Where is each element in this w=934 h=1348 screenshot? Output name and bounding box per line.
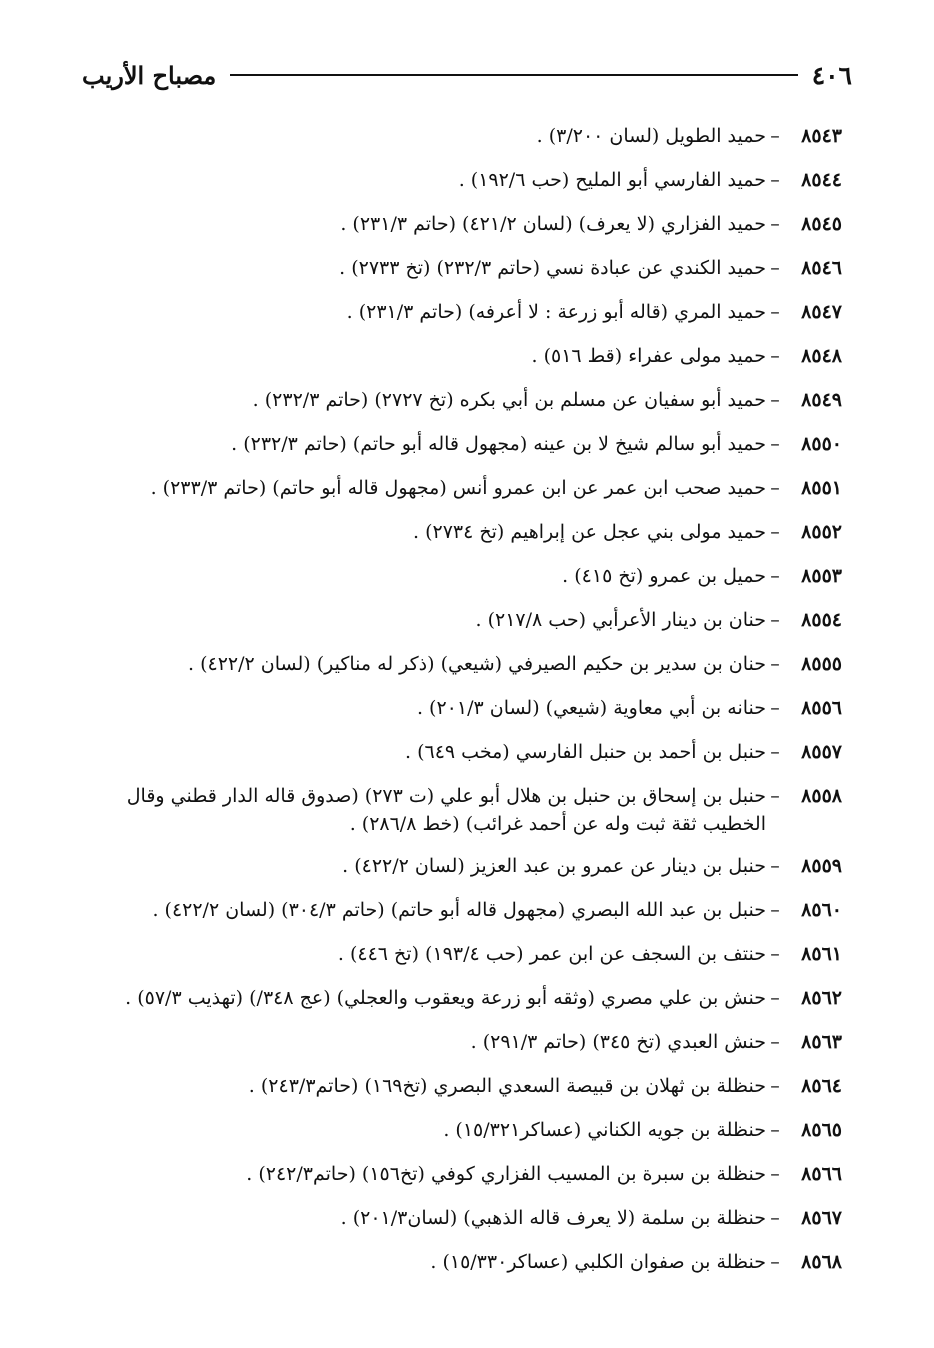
entry-row	[72, 518, 842, 546]
entry-dash: –	[770, 565, 780, 587]
entry-text: حميل بن عمرو (تخ ٤١٥) .	[562, 565, 766, 587]
entry-number: ٨٥٥٣	[801, 565, 842, 587]
entry-dash: –	[770, 125, 780, 147]
entry-row	[72, 984, 842, 1012]
entry-number: ٨٥٥٥	[801, 653, 842, 675]
entry-dash: –	[770, 785, 780, 807]
entry-dash: –	[770, 987, 780, 1009]
entry-row	[72, 254, 842, 282]
entry-row	[72, 940, 842, 968]
entry-dash: –	[770, 697, 780, 719]
entry-dash: –	[770, 1119, 780, 1141]
entry-row	[72, 1248, 842, 1276]
entry-text: حنانه بن أبي معاوية (شيعي) (لسان ٢٠١/٣) .	[416, 697, 766, 719]
entry-dash: –	[770, 899, 780, 921]
entry-number: ٨٥٦٨	[801, 1251, 842, 1273]
entry-row	[72, 1116, 842, 1144]
entry-text: حنظلة بن صفوان الكلبي (عساكر١٥/٣٣٠) .	[430, 1251, 766, 1273]
entry-dash: –	[770, 301, 780, 323]
entry-text: حنبل بن دينار عن عمرو بن عبد العزيز (لسان ٤٢٢/٢) .	[342, 855, 766, 877]
entry-dash: –	[770, 169, 780, 191]
running-header	[82, 58, 852, 92]
entry-row	[72, 562, 842, 590]
entry-row	[72, 342, 842, 370]
entry-dash: –	[770, 257, 780, 279]
entry-text: حميد الكندي عن عبادة نسي (حاتم ٢٣٢/٣) (تخ ٢٧٣٣) .	[339, 257, 766, 279]
entry-text: حنبل بن أحمد بن حنبل الفارسي (مخب ٦٤٩) .	[405, 741, 766, 763]
entry-row	[72, 606, 842, 634]
entry-text: حنان بن دينار الأعرأبي (حب ٢١٧/٨) .	[475, 609, 766, 631]
entry-dash: –	[770, 213, 780, 235]
entry-row	[72, 650, 842, 678]
entry-number: ٨٥٤٧	[801, 301, 842, 323]
entry-number: ٨٥٥٨	[801, 785, 842, 807]
entry-number: ٨٥٦٧	[801, 1207, 842, 1229]
entry-row	[72, 210, 842, 238]
entry-number: ٨٥٤٤	[801, 169, 842, 191]
entry-dash: –	[770, 1251, 780, 1273]
entry-number: ٨٥٦٠	[801, 899, 842, 921]
entry-row	[72, 430, 842, 458]
entry-number: ٨٥٤٥	[801, 213, 842, 235]
header-rule	[230, 74, 797, 76]
entry-row	[72, 122, 842, 150]
entry-dash: –	[770, 1163, 780, 1185]
entry-text: حميد أبو سفيان عن مسلم بن أبي بكره (تخ ٢٧٢٧) (حاتم ٢٣٢/٣) .	[252, 389, 766, 411]
entry-dash: –	[770, 1075, 780, 1097]
entry-dash: –	[770, 653, 780, 675]
entry-number: ٨٥٦٢	[801, 987, 842, 1009]
entry-row	[72, 694, 842, 722]
entry-number: ٨٥٤٨	[801, 345, 842, 367]
entry-dash: –	[770, 741, 780, 763]
entry-text: حنبل بن عبد الله البصري (مجهول قاله أبو حاتم) (حاتم ٣٠٤/٣) (لسان ٤٢٢/٢) .	[152, 899, 766, 921]
entry-text: حميد أبو سالم شيخ لا بن عينه (مجهول قاله أبو حاتم) (حاتم ٢٣٢/٣) .	[231, 433, 766, 455]
entry-row	[72, 166, 842, 194]
entry-number: ٨٥٥٤	[801, 609, 842, 631]
entry-dash: –	[770, 1207, 780, 1229]
entry-dash: –	[770, 433, 780, 455]
entry-text: حميد صحب ابن عمر عن ابن عمرو أنس (مجهول قاله أبو حاتم) (حاتم ٢٣٣/٣) .	[150, 477, 766, 499]
entry-text: حميد مولى عفراء (قط ٥١٦) .	[531, 345, 766, 367]
entry-number: ٨٥٤٩	[801, 389, 842, 411]
entry-number: ٨٥٥٢	[801, 521, 842, 543]
entry-dash: –	[770, 345, 780, 367]
entry-dash: –	[770, 855, 780, 877]
entry-text: حنظلة بن ثهلان بن قبيصة السعدي البصري (تخ١٦٩) (حاتم٢٤٣/٣) .	[248, 1075, 766, 1097]
entry-number: ٨٥٦٥	[801, 1119, 842, 1141]
entry-text: حنان بن سدير بن حكيم الصيرفي (شيعي) (ذكر له مناكير) (لسان ٤٢٢/٢) .	[188, 653, 766, 675]
entry-number: ٨٥٤٦	[801, 257, 842, 279]
book-title: مصباح الأريب	[82, 60, 217, 90]
entry-text: حميد المري (قاله أبو زرعة : لا أعرفه) (حاتم ٢٣١/٣) .	[346, 301, 766, 323]
entry-dash: –	[770, 943, 780, 965]
entry-row	[72, 738, 842, 766]
entry-row	[72, 386, 842, 414]
entry-number: ٨٥٥٩	[801, 855, 842, 877]
entry-number: ٨٥٥١	[801, 477, 842, 499]
entry-dash: –	[770, 477, 780, 499]
entry-number: ٨٥٦٤	[801, 1075, 842, 1097]
entry-text: حنبل بن إسحاق بن حنبل بن هلال أبو علي (ت ٢٧٣) (صدوق قاله الدار قطني وقال الخطيب ثقة ثبت وله عن أحمد غرائب) (خط ٢٨٦/٨) .	[126, 785, 766, 835]
entry-list	[72, 122, 842, 1292]
entry-text: حنظلة بن سبرة بن المسيب الفزاري كوفي (تخ١٥٦) (حاتم٢٤٢/٣) .	[246, 1163, 766, 1185]
entry-text: حميد مولى بني عجل عن إبراهيم (تخ ٢٧٣٤) .	[412, 521, 766, 543]
entry-dash: –	[770, 609, 780, 631]
entry-row	[72, 896, 842, 924]
entry-row	[72, 298, 842, 326]
entry-row	[72, 852, 842, 880]
entry-text: حميد الفارسي أبو المليح (حب ١٩٢/٦) .	[458, 169, 766, 191]
entry-row	[72, 1072, 842, 1100]
entry-number: ٨٥٤٣	[801, 125, 842, 147]
entry-text: حميد الطويل (لسان ٣/٢٠٠) .	[536, 125, 766, 147]
entry-number: ٨٥٦٣	[801, 1031, 842, 1053]
page-number: ٤٠٦	[811, 60, 852, 90]
entry-text: حنش بن علي مصري (وثقه أبو زرعة ويعقوب والعجلي) (عج ٣٤٨/) (تهذيب ٥٧/٣) .	[125, 987, 766, 1009]
entry-text: حنظلة بن جويه الكناني (عساكر١٥/٣٢١) .	[443, 1119, 766, 1141]
entry-row	[72, 1160, 842, 1188]
entry-text: حنتف بن السجف عن ابن عمر (حب ١٩٣/٤) (تخ ٤٤٦) .	[337, 943, 766, 965]
entry-row	[72, 1204, 842, 1232]
entry-row	[72, 1028, 842, 1056]
entry-dash: –	[770, 1031, 780, 1053]
entry-text: حميد الفزاري (لا يعرف) (لسان ٤٢١/٢) (حاتم ٢٣١/٣) .	[340, 213, 766, 235]
entry-number: ٨٥٦١	[801, 943, 842, 965]
entry-number: ٨٥٥٧	[801, 741, 842, 763]
entry-number: ٨٥٦٦	[801, 1163, 842, 1185]
entry-number: ٨٥٥٠	[801, 433, 842, 455]
entry-row	[72, 474, 842, 502]
entry-number: ٨٥٥٦	[801, 697, 842, 719]
entry-dash: –	[770, 389, 780, 411]
entry-dash: –	[770, 521, 780, 543]
entry-text: حنش العبدي (تخ ٣٤٥) (حاتم ٢٩١/٣) .	[470, 1031, 766, 1053]
entry-row	[72, 782, 842, 838]
entry-text: حنظلة بن سلمة (لا يعرف قاله الذهبي) (لسان٢٠١/٣) .	[340, 1207, 766, 1229]
